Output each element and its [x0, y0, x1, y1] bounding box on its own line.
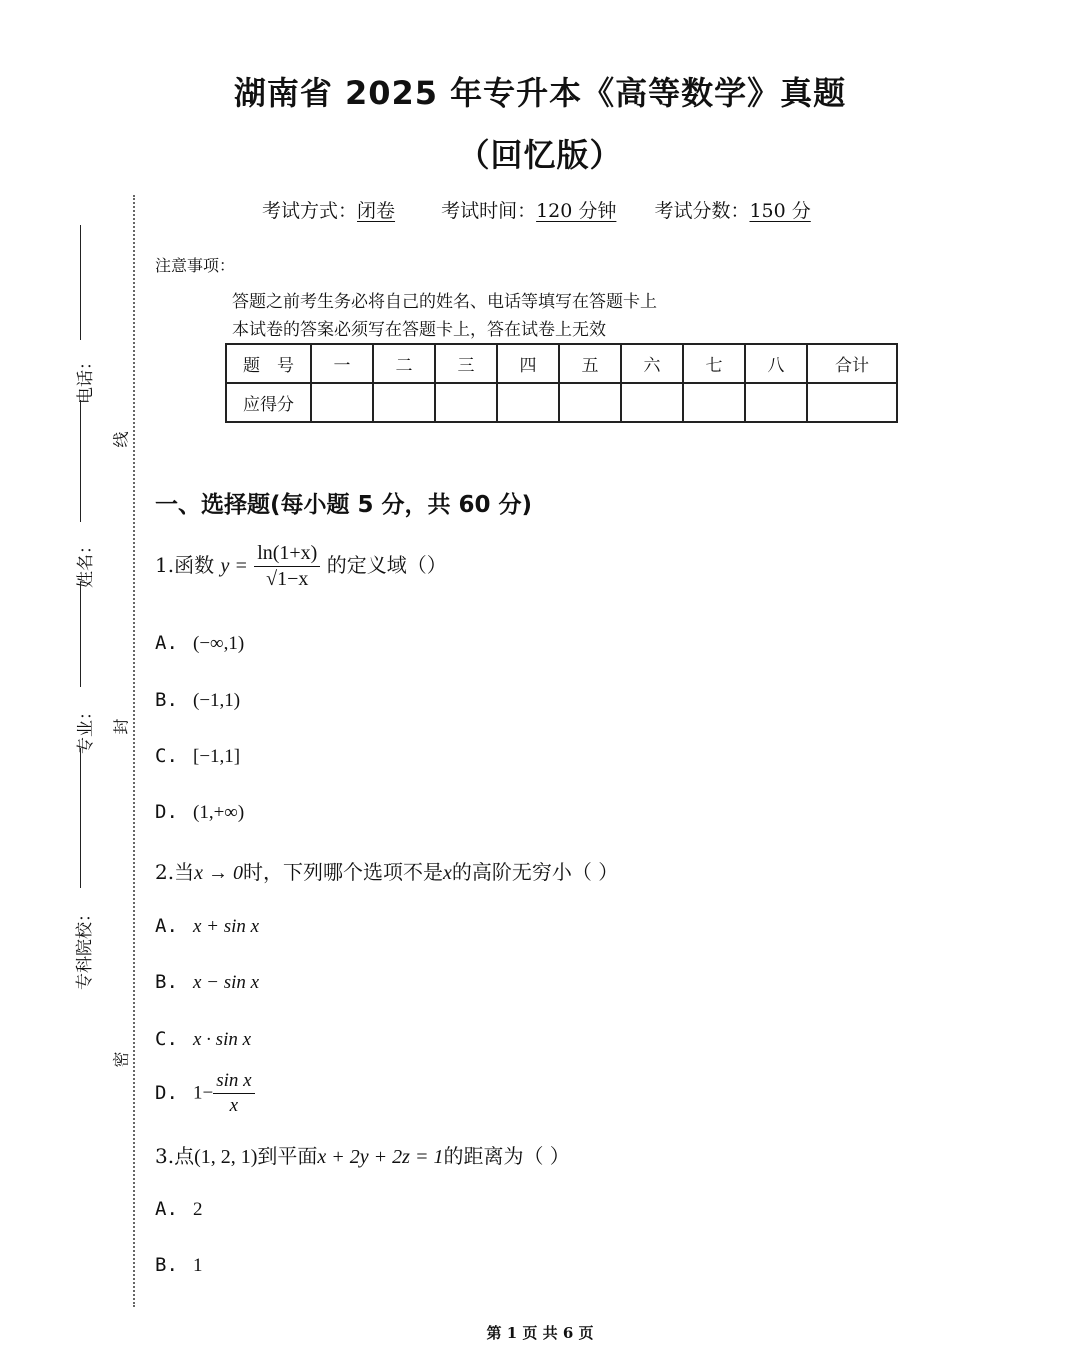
exam-mode-label: 考试方式： — [262, 200, 358, 222]
option-label: A. — [155, 632, 178, 654]
option-label: B. — [155, 971, 178, 993]
seal-dotted-line — [133, 195, 135, 1307]
question-prefix: 3.点 — [155, 1144, 195, 1168]
option-d[interactable] — [155, 801, 244, 824]
option-b[interactable] — [155, 689, 240, 712]
exam-time-label: 考试时间： — [441, 200, 537, 222]
score-cell — [311, 383, 373, 422]
option-text: 2 — [193, 1199, 203, 1220]
option-b[interactable] — [155, 971, 259, 994]
question-suffix: 的高阶无穷小（ ） — [451, 860, 619, 884]
score-cell — [807, 383, 897, 422]
exam-score-value: 150 分 — [749, 200, 811, 222]
score-cell — [745, 383, 807, 422]
option-a[interactable] — [155, 632, 244, 655]
question-suffix: 的距离为（ ） — [443, 1144, 570, 1168]
option-text: x + sin x — [193, 916, 260, 937]
option-d[interactable] — [155, 1070, 255, 1117]
option-text: x − sin x — [193, 972, 260, 993]
option-label: A. — [155, 1198, 178, 1220]
score-cell — [497, 383, 559, 422]
option-label: D. — [155, 801, 178, 823]
option-text: (1,+∞) — [193, 802, 245, 823]
score-col-total: 合计 — [807, 344, 897, 383]
note-item: 答题之前考生务必将自己的姓名、电话等填写在答题卡上 — [232, 292, 657, 312]
score-table — [225, 343, 898, 423]
exam-info — [262, 196, 811, 223]
school-line — [80, 748, 81, 888]
notes-label: 注意事项： — [155, 256, 236, 275]
major-line — [80, 582, 81, 687]
section-title: 一、选择题(每小题 5 分，共 60 分) — [155, 492, 533, 518]
seal-text-seal: 封 — [111, 718, 131, 735]
question-var: x — [442, 862, 452, 884]
option-label: C. — [155, 1028, 178, 1050]
score-table-row-label: 应得分 — [226, 383, 311, 422]
fraction-denominator: √1−x — [266, 568, 309, 590]
note-item: 本试卷的答案必须写在答题卡上，答在试卷上无效 — [232, 320, 606, 340]
seal-text-line: 线 — [111, 431, 131, 448]
option-a[interactable] — [155, 915, 259, 938]
phone-line — [80, 225, 81, 340]
score-cell — [373, 383, 435, 422]
question-fraction — [254, 542, 320, 591]
fraction-numerator: sin x — [213, 1070, 254, 1094]
score-col: 四 — [497, 344, 559, 383]
option-label: A. — [155, 915, 178, 937]
score-col: 一 — [311, 344, 373, 383]
question-prefix: 2.当 — [155, 860, 195, 884]
score-col: 八 — [745, 344, 807, 383]
fraction-denominator: x — [229, 1095, 239, 1116]
option-b[interactable] — [155, 1254, 203, 1277]
option-c[interactable] — [155, 1028, 251, 1051]
fraction-numerator: ln(1+x) — [254, 542, 320, 567]
score-col: 三 — [435, 344, 497, 383]
question-mid: 到平面 — [257, 1144, 318, 1168]
option-text: x · sin x — [193, 1029, 252, 1050]
seal-text-secret: 密 — [111, 1051, 131, 1068]
option-label: B. — [155, 1254, 178, 1276]
exam-mode-value: 闭卷 — [357, 200, 396, 222]
option-text: 1 — [193, 1255, 203, 1276]
option-fraction — [213, 1070, 254, 1117]
option-c[interactable] — [155, 745, 240, 768]
option-label: C. — [155, 745, 178, 767]
exam-score-label: 考试分数： — [654, 200, 750, 222]
score-table-header-label: 题 号 — [226, 344, 311, 383]
question-2 — [155, 856, 618, 885]
name-label: 姓名： — [76, 537, 96, 588]
option-text: [−1,1] — [193, 746, 241, 767]
question-prefix: 1.函数 — [155, 553, 215, 577]
page-footer: 第 1 页 共 6 页 — [486, 1324, 594, 1342]
score-table-header-row — [226, 344, 897, 383]
question-suffix: 的定义域（） — [326, 553, 447, 577]
question-plane: x + 2y + 2z = 1 — [317, 1146, 444, 1168]
page-title: 湖南省 2025 年专升本《高等数学》真题 — [233, 74, 847, 112]
score-col: 二 — [373, 344, 435, 383]
question-1 — [155, 542, 447, 591]
score-cell — [435, 383, 497, 422]
option-a[interactable] — [155, 1198, 203, 1221]
question-mid: 时，下列哪个选项不是 — [242, 860, 443, 884]
phone-label: 电话： — [76, 353, 96, 404]
option-text: (−1,1) — [193, 690, 241, 711]
major-label: 专业： — [76, 703, 96, 754]
score-cell — [621, 383, 683, 422]
question-func-lhs: y = — [220, 555, 248, 577]
question-3 — [155, 1140, 570, 1169]
option-label: D. — [155, 1081, 178, 1104]
question-condition: x → 0 — [194, 862, 243, 884]
option-text: 1− — [193, 1082, 214, 1104]
score-col: 六 — [621, 344, 683, 383]
page-subtitle: （回忆版） — [457, 136, 623, 174]
score-table-value-row — [226, 383, 897, 422]
option-text: (−∞,1) — [193, 633, 245, 654]
option-label: B. — [155, 689, 178, 711]
score-cell — [683, 383, 745, 422]
question-point: (1, 2, 1) — [194, 1146, 258, 1168]
school-label: 专科院校： — [75, 905, 95, 990]
score-col: 五 — [559, 344, 621, 383]
score-col: 七 — [683, 344, 745, 383]
name-line — [80, 400, 81, 522]
score-cell — [559, 383, 621, 422]
exam-time-value: 120 分钟 — [536, 200, 617, 222]
